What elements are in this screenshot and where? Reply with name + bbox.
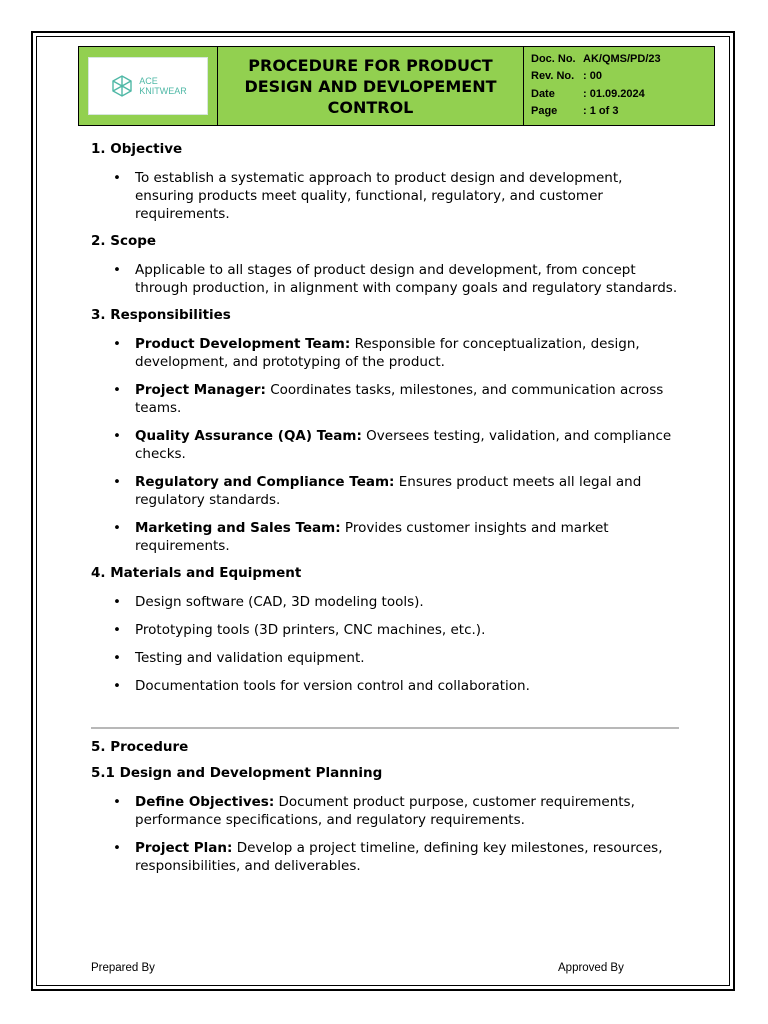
logo-line-1: ACE [139,76,158,86]
meta-page [531,103,714,121]
document-title: PROCEDURE FOR PRODUCT DESIGN AND DEVLOPEMENT CONTROL [244,55,497,117]
company-logo [88,57,208,115]
list-item: • To establish a systematic approach to product design and development, ensuring products meet quality, functional, regulatory, and customer requirements. [135,169,681,223]
subsection-heading-planning: 5.1 Design and Development Planning [91,765,383,781]
item-term: Quality Assurance (QA) Team: [135,428,362,444]
item-text: Responsible for conceptualization, design, development, and prototyping of the product. [135,336,640,370]
section-heading-scope: 2. Scope [91,233,157,249]
section-heading-materials: 4. Materials and Equipment [91,565,302,581]
scope-list [91,261,681,297]
document-header [78,46,715,126]
knot-logo-icon [109,73,135,99]
list-item [135,793,681,829]
procedure-list [91,793,681,875]
list-item: • Documentation tools for version control and collaboration. [135,677,681,695]
document-body [91,141,681,875]
meta-rev-no [531,68,714,86]
section-divider [91,727,679,729]
approved-by-label: Approved By [558,962,624,974]
item-term: Define Objectives: [135,794,275,810]
meta-label: Page [531,105,558,118]
meta-label: Doc. No. [531,52,576,65]
item-text: Ensures product meets all legal and regulatory standards. [135,474,642,508]
item-term: Product Development Team: [135,336,351,352]
meta-value: AK/QMS/PD/23 [583,52,661,65]
item-term: Project Manager: [135,382,266,398]
item-text: Document product purpose, customer requirements, performance specifications, and regulatory requirements. [135,794,635,828]
meta-date [531,85,714,103]
list-item [135,519,681,555]
item-text: Oversees testing, validation, and compliance checks. [135,428,672,462]
meta-value: : 1 of 3 [583,105,619,118]
item-text: Provides customer insights and market requirements. [135,520,609,554]
list-item [135,381,681,417]
list-item: • Design software (CAD, 3D modeling tools). [135,593,681,611]
item-text: Coordinates tasks, milestones, and communication across teams. [135,382,664,416]
list-item [135,335,681,371]
responsibilities-list [91,335,681,555]
objective-list [91,169,681,223]
title-cell [218,47,524,125]
meta-label: Rev. No. [531,70,575,83]
logo-line-2: KNITWEAR [139,86,187,96]
list-item [135,427,681,463]
meta-doc-no [531,50,714,68]
list-item: • Applicable to all stages of product design and development, from concept through production, in alignment with company goals and regulatory standards. [135,261,681,297]
list-item [135,473,681,509]
logo-cell [79,47,218,125]
meta-label: Date [531,87,555,100]
prepared-by-label: Prepared By [91,962,155,974]
document-meta [524,47,714,125]
section-heading-objective: 1. Objective [91,141,183,157]
list-item: • Testing and validation equipment. [135,649,681,667]
logo-wordmark [139,76,187,96]
item-term: Marketing and Sales Team: [135,520,341,536]
meta-value: : 01.09.2024 [583,87,645,100]
meta-value: : 00 [583,70,602,83]
list-item [135,839,681,875]
section-heading-responsibilities: 3. Responsibilities [91,307,231,323]
item-term: Project Plan: [135,840,233,856]
materials-list [91,593,681,695]
item-term: Regulatory and Compliance Team: [135,474,395,490]
section-heading-procedure: 5. Procedure [91,739,189,755]
item-text: Develop a project timeline, defining key milestones, resources, responsibilities, and deliverables. [135,840,663,874]
list-item: • Prototyping tools (3D printers, CNC machines, etc.). [135,621,681,639]
